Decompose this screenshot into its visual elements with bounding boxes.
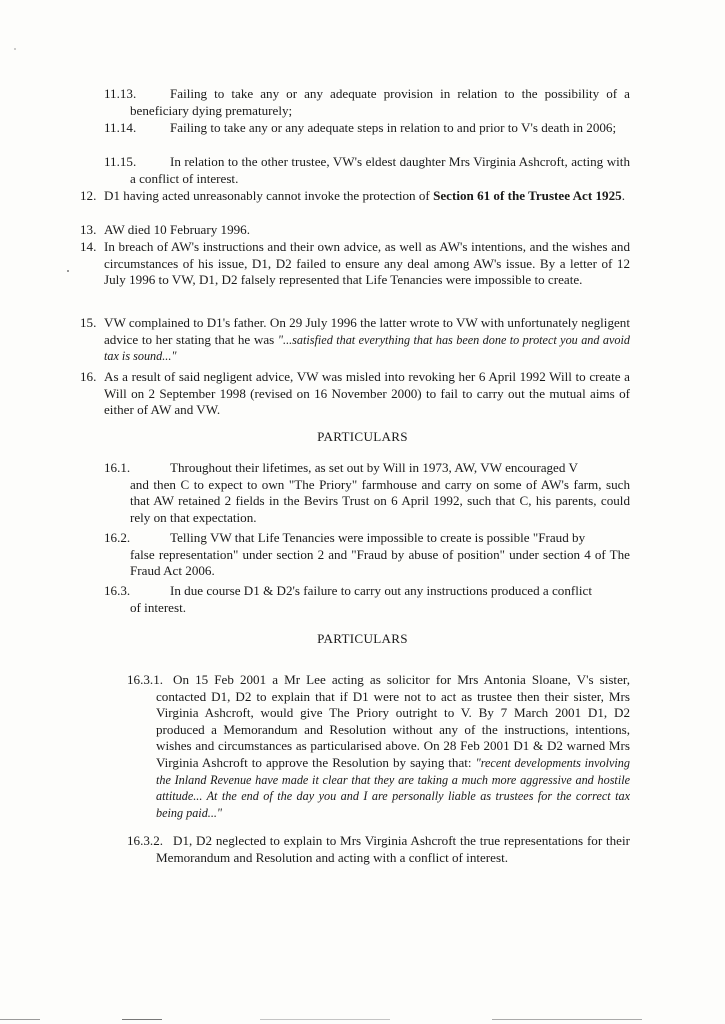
paragraph-text: and then C to expect to own "The Priory" farmhouse and carry on some of AW's farm, such that AW retained 2 fields in the Bevirs Trust on 6 April 1992, such that C, his parents, could rely on that expectation. [130,476,630,525]
scan-speck [67,270,69,272]
scan-edge-line [122,1019,162,1020]
quoted-warning: "recent developments involving the Inland Revenue have made it clear that they are taking a much more aggressive and hostile attitude... At the end of the day you and I are personally liable as trustees for the correct tax being paid..." [156,755,630,820]
quoted-advice: "...satisfied that everything that has been done to protect you and avoid tax is sound..." [104,332,630,364]
item-number: 11.13. [104,86,137,101]
item-number: 16.3.1. [127,672,164,687]
particulars-heading: PARTICULARS [317,631,408,646]
paragraph-16 [104,369,630,419]
item-number: 11.14. [104,120,137,135]
paragraph-11-15 [130,154,630,187]
paragraph-punctuation: . [621,188,625,203]
particulars-heading: PARTICULARS [317,429,408,444]
paragraph-first-line: In due course D1 & D2's failure to carry out any instructions produced a conflict [170,583,592,598]
paragraph-text: As a result of said negligent advice, VW was misled into revoking her 6 April 1992 Will to create a Will on 2 September 1998 (revised on 16 November 2000) to fail to carry out the mutual aims of either of AW and VW. [104,369,630,418]
paragraph-16-3-1 [156,672,630,821]
paragraph-first-line: Throughout their lifetimes, as set out by Will in 1973, AW, VW encouraged V [170,460,578,475]
item-number: 16.3. [104,583,131,598]
statute-reference: Section 61 of the Trustee Act 1925 [433,188,622,203]
scan-edge-line [492,1019,642,1020]
scan-edge-line [260,1019,390,1020]
paragraph-11-13 [130,86,630,119]
paragraph-text: of interest. [130,599,186,615]
item-number: 16.2. [104,530,131,545]
paragraph-12 [104,188,630,205]
paragraph-text: In relation to the other trustee, VW's eldest daughter Mrs Virginia Ashcroft, acting with a conflict of interest. [130,154,630,186]
paragraph-16-3 [130,583,630,616]
paragraph-text: D1 having acted unreasonably cannot invoke the protection of [104,188,434,203]
paragraph-text: On 15 Feb 2001 a Mr Lee acting as solicitor for Mrs Antonia Sloane, V's sister, contacted D1, D2 to explain that if D1 were not to act as trustee then their sister, Mrs Virginia Ashcroft, would give The Priory outright to V. By 7 March 2001 D1, D2 produced a Memorandum and Resolution without any of the instructions, intentions, wishes and circumstances as particularised above. On 28 Feb 2001 D1 & D2 warned Mrs Virginia Ashcroft to approve the Resolution by saying that: [156,672,630,770]
item-number: 15. [80,315,97,330]
paragraph-text: Failing to take any or any adequate steps in relation to and prior to V's death in 2006; [170,120,617,135]
paragraph-11-14 [130,120,630,137]
paragraph-text: In breach of AW's instructions and their own advice, as well as AW's intentions, and the wishes and circumstances of his issue, D1, D2 failed to ensure any deal among AW's issue. By a letter of 12 July 1996 to VW, D1, D2 falsely represented that Life Tenancies were impossible to create. [104,239,630,288]
scan-edge-line [0,1019,40,1020]
paragraph-text: D1, D2 neglected to explain to Mrs Virginia Ashcroft the true representations for their Memorandum and Resolution and acting with a conflict of interest. [156,833,630,865]
paragraph-15 [104,315,630,365]
item-number: 13. [80,222,97,237]
paragraph-first-line: Telling VW that Life Tenancies were impossible to create is possible "Fraud by [170,530,586,545]
paragraph-13 [104,222,630,239]
item-number: 16.1. [104,460,131,475]
paragraph-14 [104,239,630,289]
item-number: 12. [80,188,97,203]
scan-speck [14,48,16,50]
item-number: 16. [80,369,97,384]
paragraph-16-3-2 [156,833,630,866]
paragraph-text: false representation" under section 2 and "Fraud by abuse of position" under section 4 of The Fraud Act 2006. [130,546,630,579]
paragraph-16-2 [130,530,630,580]
paragraph-text: VW complained to D1's father. On 29 July 1996 the latter wrote to VW with unfortunately negligent advice to her stating that he was [104,315,630,347]
paragraph-16-1 [130,460,630,526]
item-number: 14. [80,239,97,254]
paragraph-text: Failing to take any or any adequate provision in relation to the possibility of a beneficiary dying prematurely; [130,86,630,118]
item-number: 11.15. [104,154,137,169]
paragraph-text: AW died 10 February 1996. [104,222,250,237]
item-number: 16.3.2. [127,833,164,848]
